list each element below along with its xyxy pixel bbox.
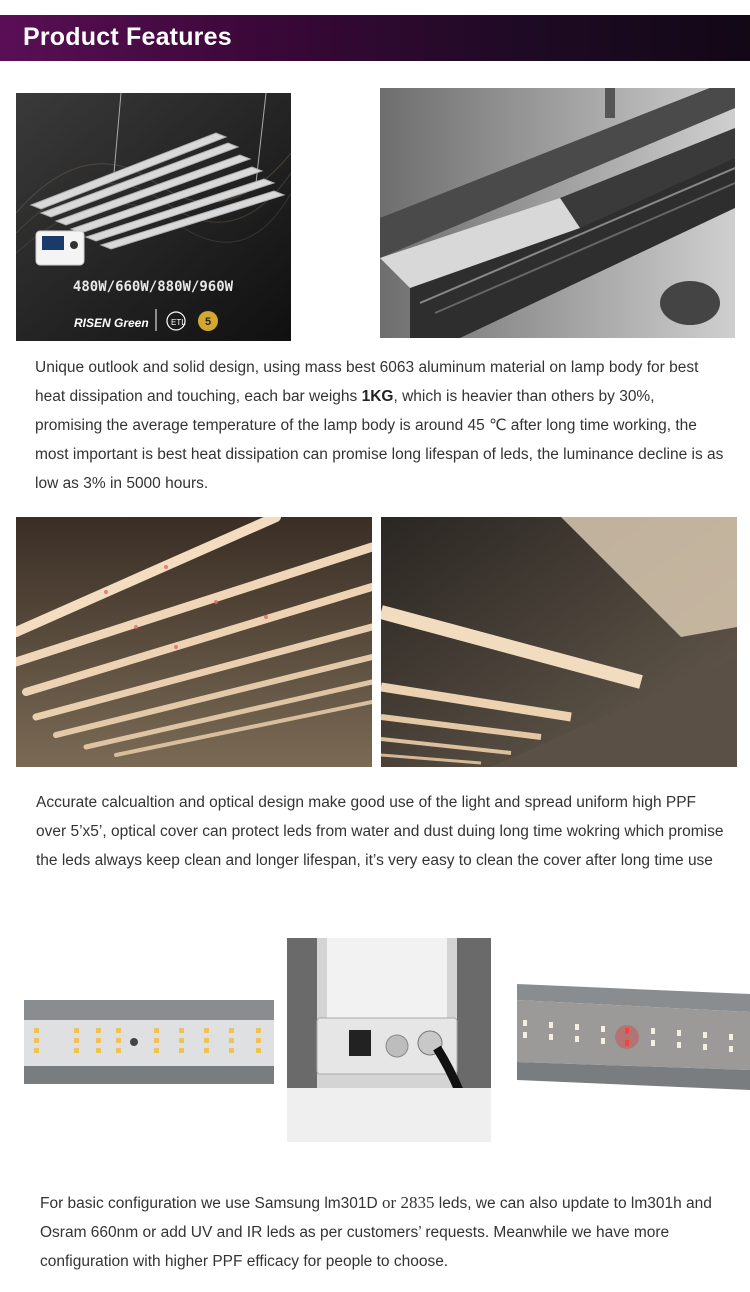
section-title: Product Features	[23, 23, 232, 51]
wattage-text: 480W/660W/880W/960W	[72, 279, 234, 295]
svg-text:ETL: ETL	[171, 318, 186, 327]
product-image-connector	[287, 938, 491, 1142]
product-image-lit-bars-right	[381, 517, 737, 767]
product-image-fixture	[16, 93, 291, 341]
description-paragraph-heat: Unique outlook and solid design, using mass best 6063 aluminum material on lamp body for best heat dissipation and touching, each bar weighs 1KG, which is heavier than others by 30%, promising the average temperature of the lamp body is around 45 ℃ after long time working, the most important is best heat dissipation can promise long lifespan of leds, the luminance decline is as low as 3% in 5000 hours.	[35, 359, 724, 492]
warranty-badge-text: 5	[204, 316, 212, 328]
description-paragraph-optics: Accurate calcualtion and optical design make good use of the light and spread uniform high PPF over 5’x5’, optical cover can protect leds from water and dust duing long time wokring which promise the leds always keep clean and longer lifespan, it’s very easy to clean the cover after long time use	[36, 794, 724, 869]
brand-logo: RISEN Green	[74, 316, 149, 330]
product-image-lit-bars-left	[16, 517, 372, 767]
fixture-illustration	[16, 93, 291, 341]
product-image-led-strip	[24, 998, 274, 1088]
product-image-red-diode-bar	[517, 982, 750, 1102]
led-type-serif-text: or 2835	[382, 1193, 435, 1212]
description-paragraph-leds: For basic configuration we use Samsung lm301D or 2835 leds, we can also update to lm301h and Osram 660nm or add UV and IR leds as per customers’ requests. Meanwhile we have more configuration with higher PPF efficacy for people to choose.	[40, 1193, 712, 1270]
product-image-bars-closeup	[380, 88, 735, 338]
section-header-banner	[0, 15, 750, 61]
weight-highlight: 1KG	[361, 388, 394, 405]
